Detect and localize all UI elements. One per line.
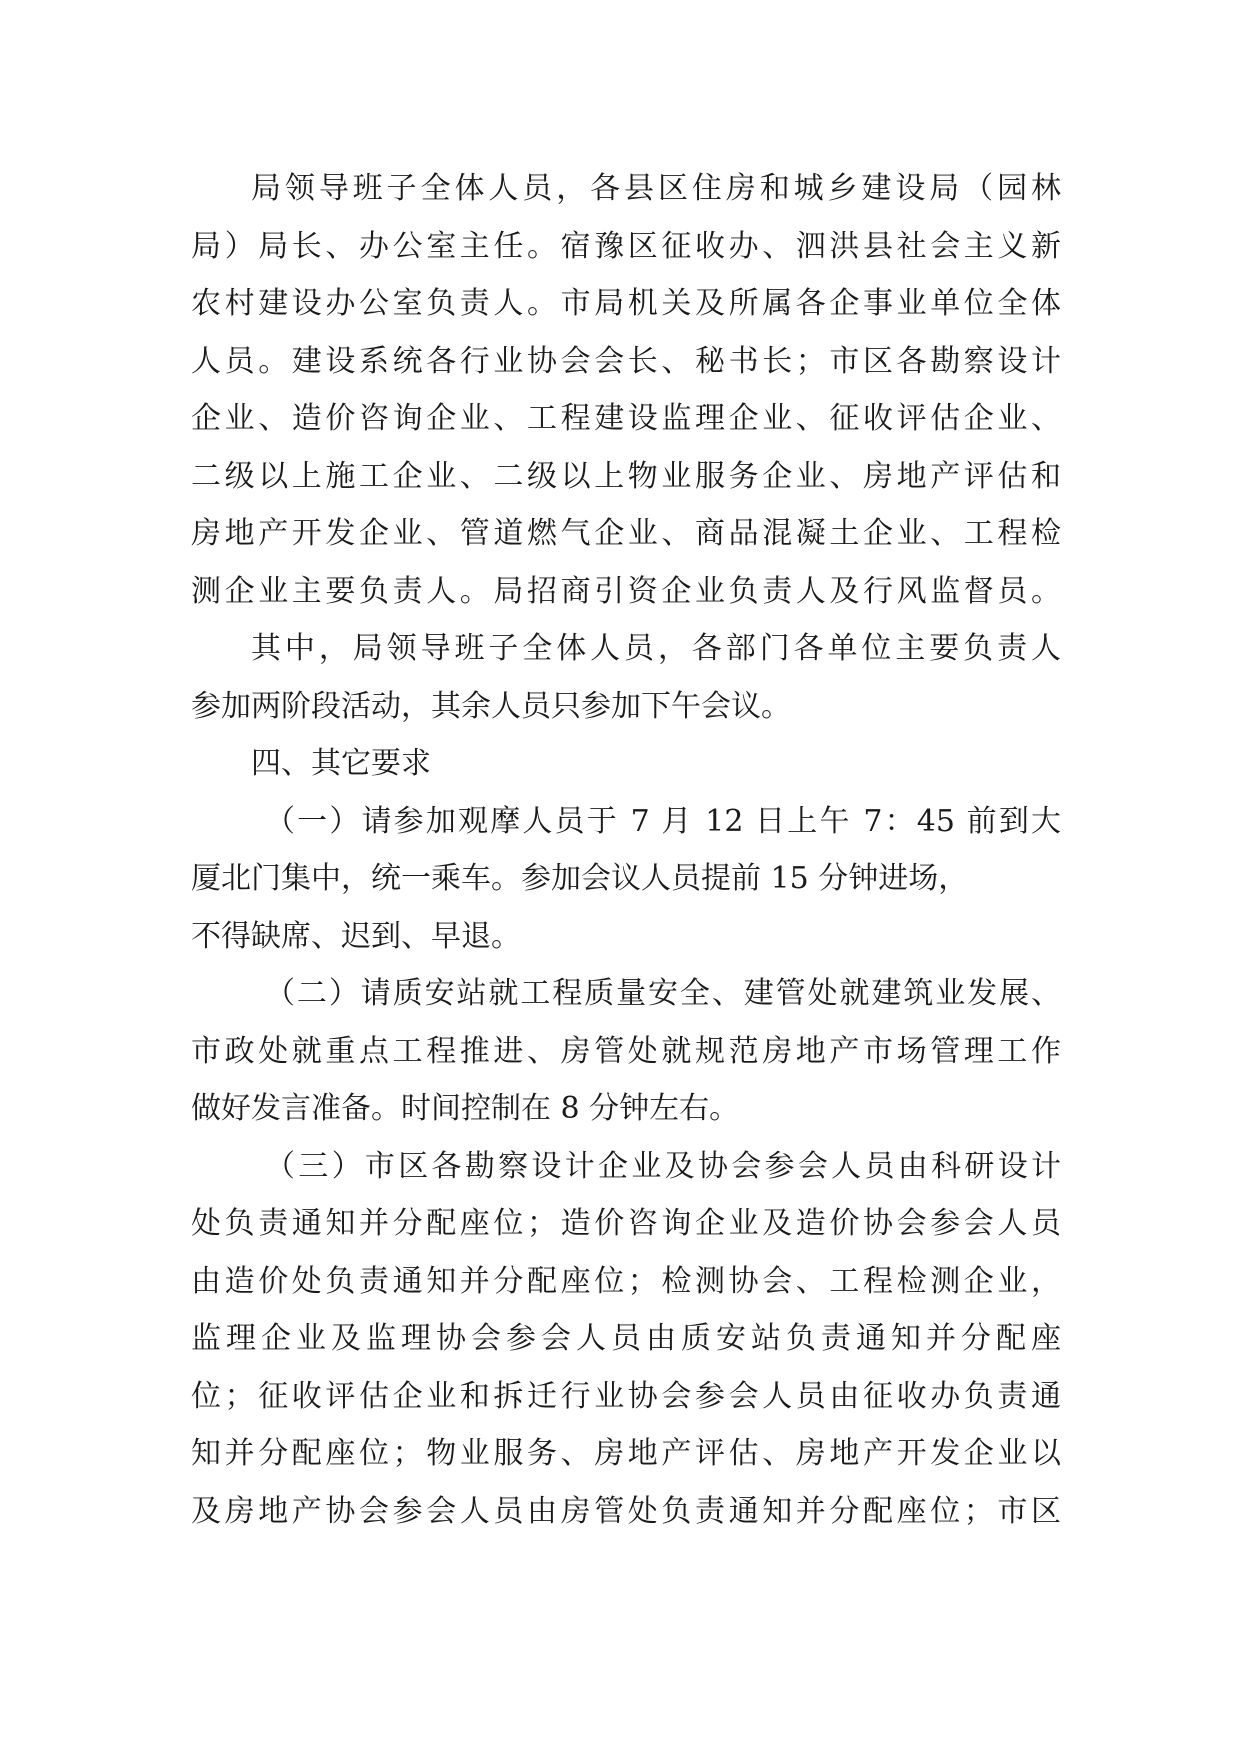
paragraph-requirement-3: [191, 1138, 1061, 1541]
paragraph-requirement-2: [191, 965, 1061, 1138]
text-line: 人员。建设系统各行业协会会长、秘书长；市区各勘察设计: [191, 343, 1061, 379]
paragraph-requirement-1: [191, 793, 1061, 966]
text-line: 位；征收评估企业和拆迁行业协会参会人员由征收办负责通: [191, 1378, 1061, 1414]
text-line: 由造价处负责通知并分配座位；检测协会、工程检测企业，: [191, 1263, 1061, 1299]
text-line: （三）市区各勘察设计企业及协会参会人员由科研设计: [265, 1148, 1061, 1184]
text-line: 处负责通知并分配座位；造价咨询企业及造价协会参会人员: [191, 1206, 1061, 1241]
text-line: 及房地产协会参会人员由房管处负责通知并分配座位；市区: [191, 1493, 1061, 1529]
text-line: 测企业主要负责人。局招商引资企业负责人及行风监督员。: [191, 573, 1061, 609]
text-line: 房地产开发企业、管道燃气企业、商品混凝土企业、工程检: [191, 516, 1061, 551]
text-line: 企业、造价咨询企业、工程建设监理企业、征收评估企业、: [191, 401, 1061, 436]
text-line: 不得缺席、迟到、早退。: [191, 918, 521, 954]
text-line: 参加两阶段活动，其余人员只参加下午会议。: [191, 688, 791, 724]
text-line: 二级以上施工企业、二级以上物业服务企业、房地产评估和: [191, 458, 1061, 494]
text-line: （二）请质安站就工程质量安全、建管处就建筑业发展、: [265, 976, 1061, 1011]
text-line: 监理企业及监理协会参会人员由质安站负责通知并分配座: [191, 1321, 1061, 1356]
text-line: 局领导班子全体人员，各县区住房和城乡建设局（园林: [251, 171, 1061, 206]
text-line: 其中，局领导班子全体人员，各部门各单位主要负责人: [251, 631, 1061, 666]
text-line: （一）请参加观摩人员于 7 月 12 日上午 7：45 前到大: [265, 803, 1061, 839]
section-heading: 四、其它要求: [251, 746, 431, 781]
text-line: 市政处就重点工程推进、房管处就规范房地产市场管理工作: [191, 1033, 1061, 1069]
body-text: [191, 160, 1061, 1540]
section-heading-other-requirements: [191, 735, 1061, 793]
text-line: 农村建设办公室负责人。市局机关及所属各企事业单位全体: [191, 286, 1061, 321]
paragraph-attendees: [191, 160, 1061, 620]
text-line: 知并分配座位；物业服务、房地产评估、房地产开发企业以: [191, 1436, 1061, 1471]
text-line: 局）局长、办公室主任。宿豫区征收办、泗洪县社会主义新: [191, 228, 1061, 264]
paragraph-participation: [191, 620, 1061, 735]
text-line: 厦北门集中，统一乘车。参加会议人员提前 15 分钟进场，: [191, 861, 969, 896]
text-line: 做好发言准备。时间控制在 8 分钟左右。: [191, 1091, 740, 1126]
